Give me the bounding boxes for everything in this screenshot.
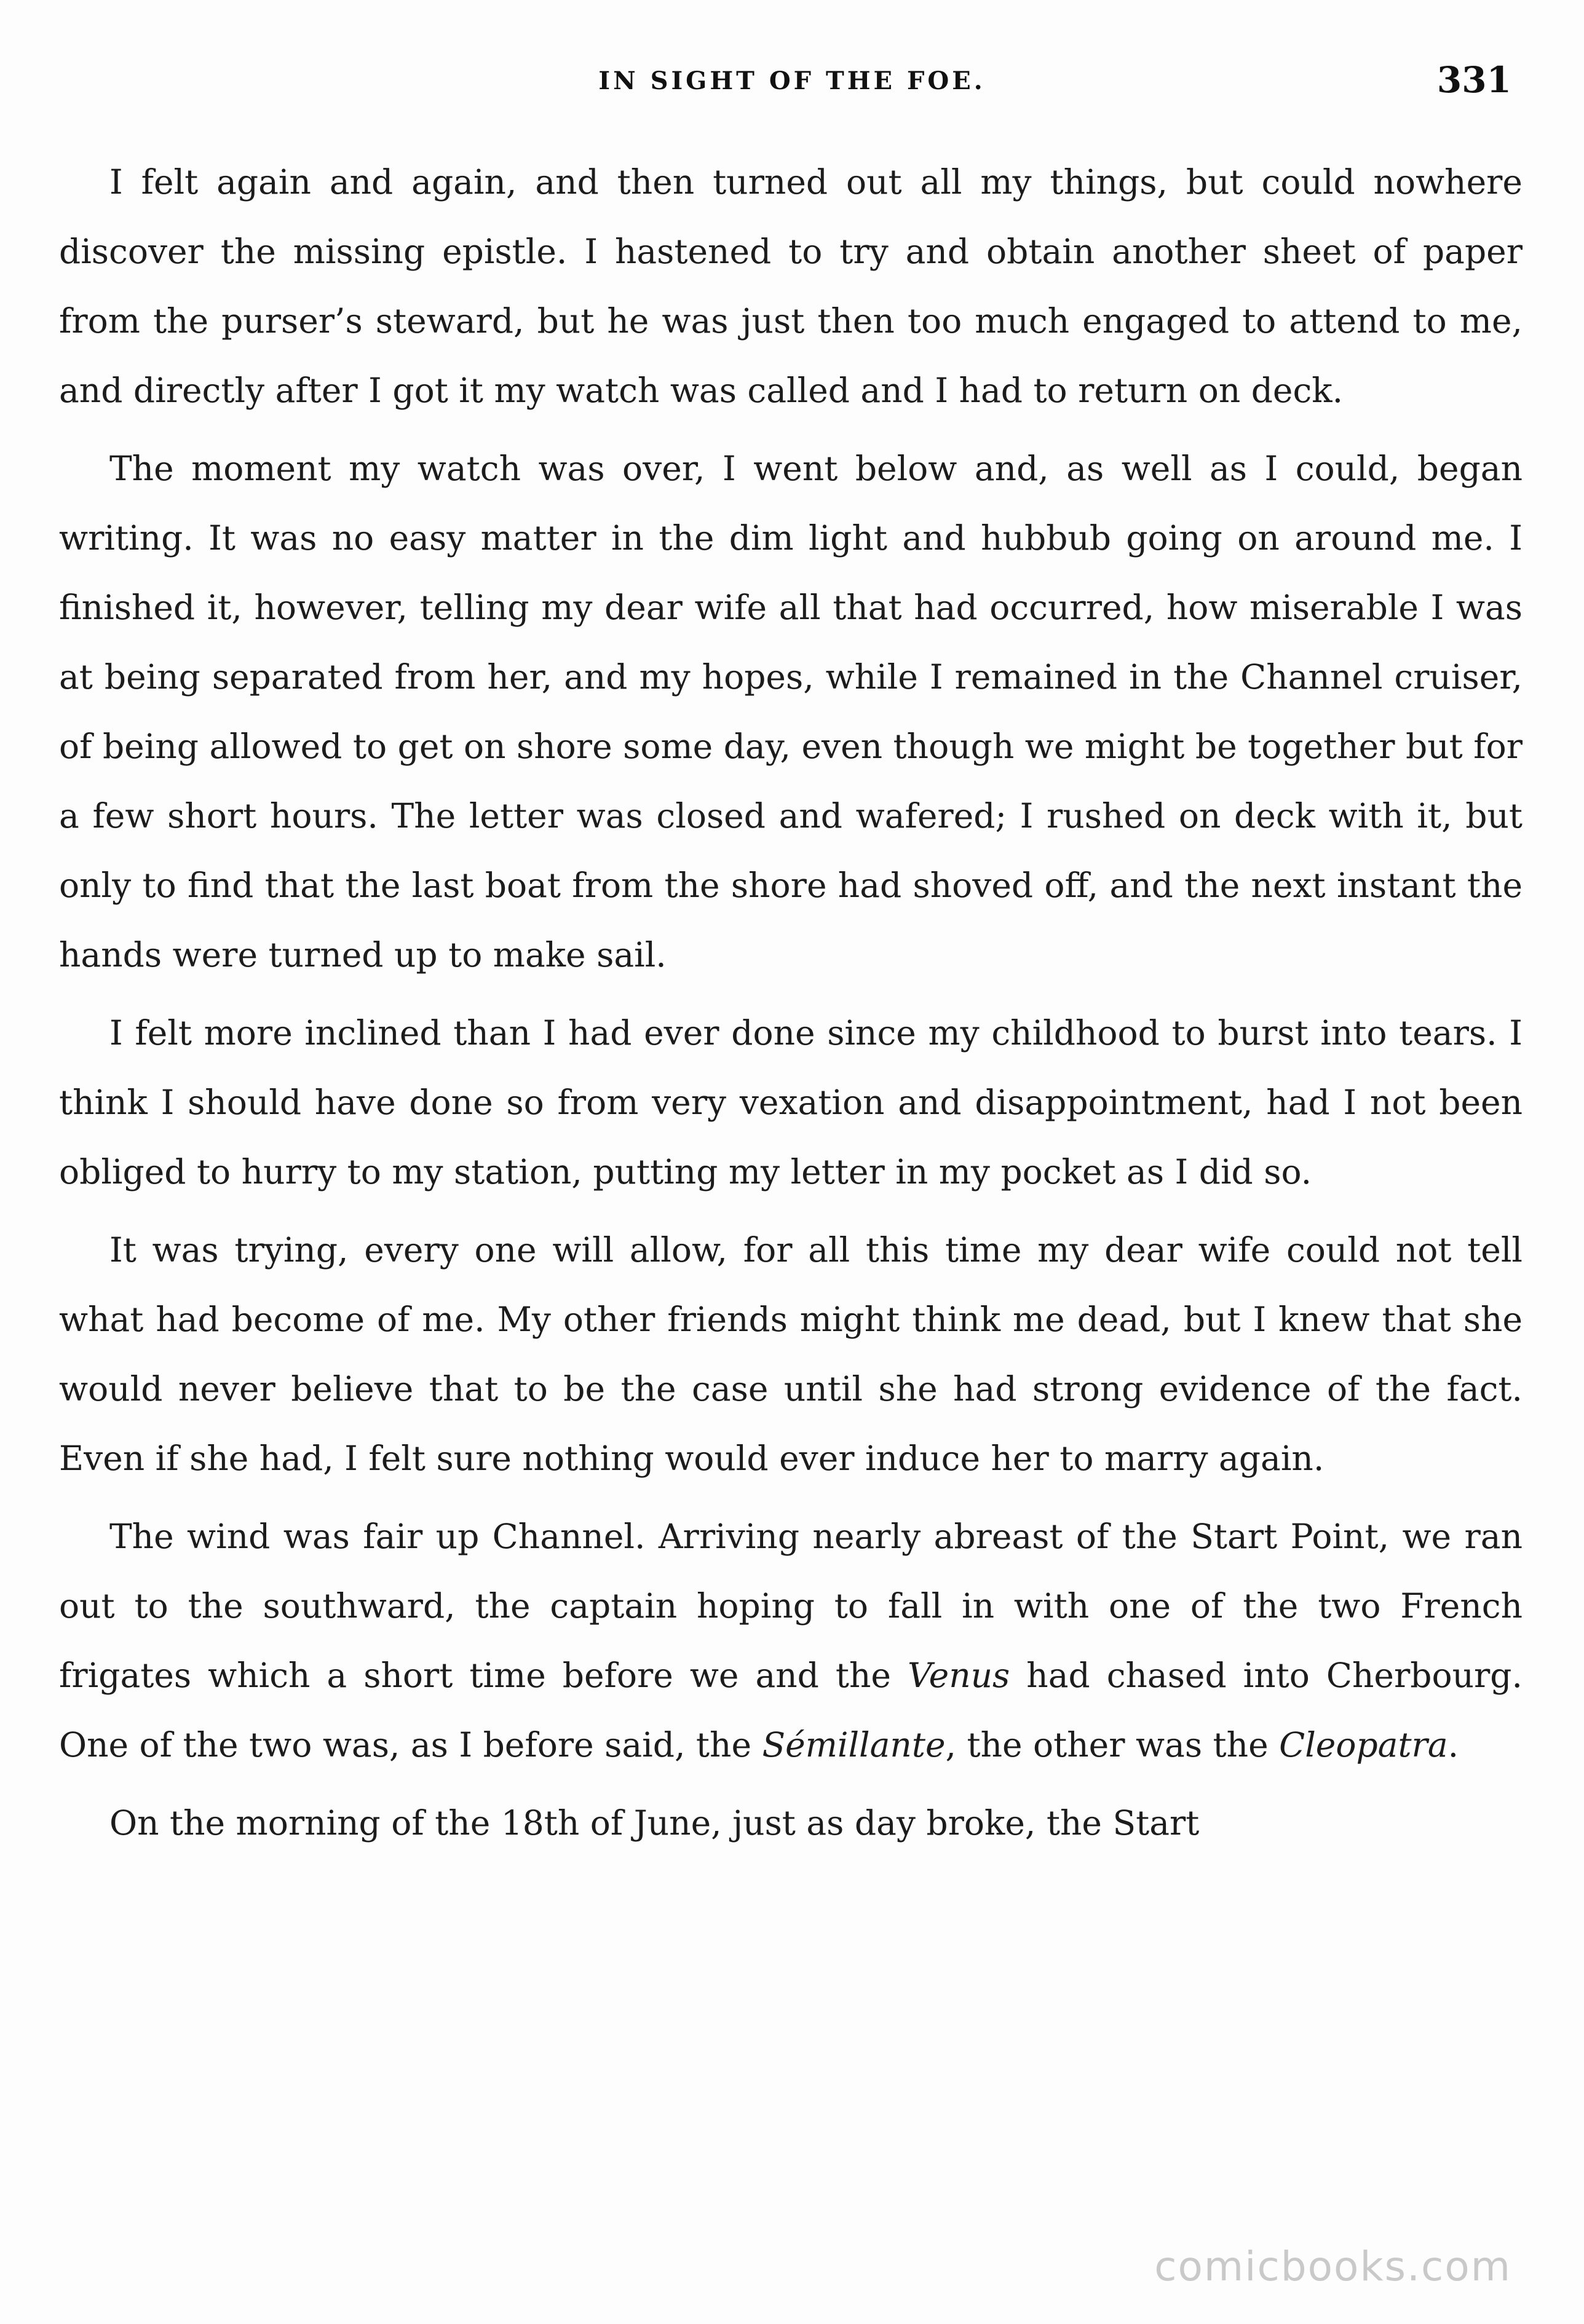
text-run: , the other was the bbox=[945, 1725, 1280, 1765]
text-run: On the morning of the 18th of June, just as day broke, the Start bbox=[109, 1803, 1200, 1843]
paragraph bbox=[59, 1215, 1523, 1493]
body-text bbox=[59, 148, 1523, 1867]
running-title: IN SIGHT OF THE FOE. bbox=[598, 66, 986, 95]
page-number: 331 bbox=[1436, 59, 1511, 101]
text-run: It was trying, every one will allow, for all this time my dear wife could not tell what had become of me. My other friends might think me dead, but I knew that she would never believe that to be the case until she had strong evidence of the fact. Even if she had, I felt sure nothing would ever induce her to marry again. bbox=[59, 1230, 1523, 1478]
paragraph bbox=[59, 1502, 1523, 1780]
text-run: I felt more inclined than I had ever done since my childhood to burst into tears. I think I should have done so from very vexation and disappointment, had I not been obliged to hurry to my station, putting my letter in my pocket as I did so. bbox=[59, 1013, 1523, 1192]
running-head bbox=[0, 59, 1584, 108]
text-run: I felt again and again, and then turned out all my things, but could nowhere discover the missing epistle. I hastened to try and obtain another sheet of paper from the purser’s steward, but he was just then too much engaged to attend to me, and directly after I got it my watch was called and I had to return on deck. bbox=[59, 162, 1523, 410]
italic-text: Venus bbox=[907, 1656, 1010, 1695]
paragraph bbox=[59, 148, 1523, 425]
text-run: The wind was fair up Channel. Arriving nearly abreast of the Start Point, we ran out to the southward, the captain hoping to fall in with one of the two French frigates which a short time before we and the bbox=[59, 1517, 1523, 1695]
text-run: The moment my watch was over, I went below and, as well as I could, began writing. It was no easy matter in the dim light and hubbub going on around me. I finished it, however, telling my dear wife all that had occurred, how miserable I was at being separated from her, and my hopes, while I remained in the Channel cruiser, of being allowed to get on shore some day, even though we might be together but for a few short hours. The letter was closed and wafered; I rushed on deck with it, but only to find that the last boat from the shore had shoved off, and the next instant the hands were turned up to make sail. bbox=[59, 449, 1523, 974]
text-run: . bbox=[1447, 1725, 1459, 1765]
italic-text: Sémillante bbox=[762, 1725, 946, 1765]
paragraph bbox=[59, 1788, 1523, 1858]
italic-text: Cleopatra bbox=[1279, 1725, 1448, 1765]
watermark: comicbooks.com bbox=[1154, 2243, 1511, 2290]
text-run: had chased into Cherbourg. One of the two was, as I before said, the bbox=[59, 1656, 1523, 1765]
paragraph bbox=[59, 998, 1523, 1207]
paragraph bbox=[59, 434, 1523, 990]
